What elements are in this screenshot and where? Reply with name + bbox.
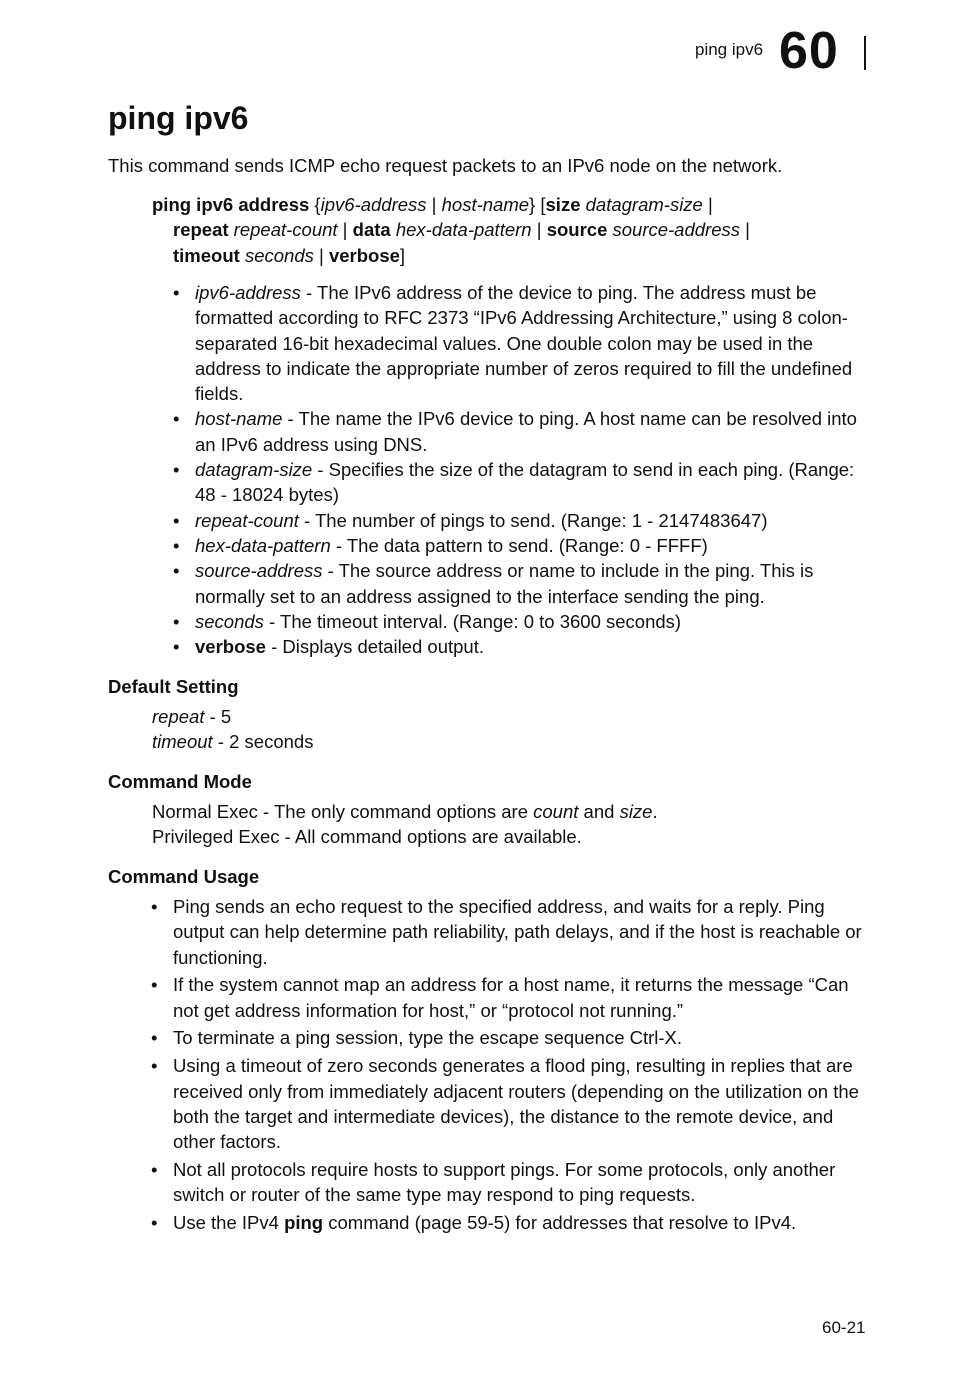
param-desc: - The number of pings to send. (Range: 1 - 2147483647): [298, 509, 768, 531]
bullet: •: [173, 408, 180, 430]
param-term: host-name: [195, 408, 283, 430]
command-mode-body: [152, 799, 658, 850]
page-number: 60-21: [822, 1318, 866, 1337]
list-item: [151, 1053, 873, 1154]
list-item: [173, 457, 875, 508]
bullet: •: [151, 1055, 158, 1077]
page-title: ping ipv6: [108, 100, 249, 136]
syntax-command: ping ipv6 address: [152, 194, 310, 215]
usage-text: To terminate a ping session, type the escape sequence Ctrl-X.: [173, 1027, 683, 1049]
mode-text: .: [652, 801, 658, 822]
usage-text: If the system cannot map an address for a host name, it returns the message “Can not get address information for host,” or “protocol not running.”: [173, 974, 849, 1021]
param-desc: - The name the IPv6 device to ping. A host name can be resolved into an IPv6 address using DNS.: [195, 408, 857, 455]
bullet: •: [173, 610, 180, 632]
default-term: repeat: [152, 706, 205, 727]
list-item: [151, 1157, 873, 1208]
param-term: hex-data-pattern: [195, 534, 331, 556]
syntax-kw-size: size: [545, 194, 581, 215]
syntax-kw-timeout: timeout: [173, 244, 240, 266]
usage-list: [151, 894, 873, 1238]
param-desc: - The source address or name to include in the ping. This is normally set to an address assigned to the interface sending the ping.: [195, 560, 814, 607]
list-item: [173, 558, 875, 609]
param-term: seconds: [195, 610, 264, 632]
syntax-punct: {: [309, 194, 321, 215]
usage-text: Ping sends an echo request to the specified address, and waits for a reply. Ping output can help determine path reliability, path delays, and if the host is reachable or functioning.: [173, 896, 862, 968]
param-term: verbose: [195, 636, 266, 658]
list-item: [173, 508, 875, 533]
default-setting-body: [152, 704, 313, 755]
syntax-sep: |: [426, 194, 442, 215]
list-item: [151, 894, 873, 970]
param-desc: - Displays detailed output.: [265, 636, 484, 658]
bullet: •: [173, 560, 180, 582]
list-item: [173, 634, 875, 659]
mode-text: Privileged Exec - All command options are available.: [152, 826, 582, 848]
syntax-arg-host: host-name: [441, 194, 530, 215]
usage-command: ping: [284, 1212, 324, 1234]
list-item: [151, 972, 873, 1023]
intro-paragraph: This command sends ICMP echo request packets to an IPv6 node on the network.: [108, 155, 783, 176]
syntax-kw-data: data: [352, 219, 391, 241]
syntax-arg-source: source-address: [607, 219, 741, 241]
mode-text: and: [578, 801, 620, 822]
list-item: [173, 609, 875, 634]
mode-text: Normal Exec - The only command options are: [152, 801, 534, 822]
list-item: [151, 1025, 873, 1050]
syntax-arg-size: datagram-size: [580, 194, 703, 215]
syntax-arg-ipv6: ipv6-address: [320, 194, 427, 215]
syntax-arg-timeout: seconds: [239, 244, 314, 266]
usage-text: command (page 59-5) for addresses that resolve to IPv4.: [323, 1212, 797, 1234]
running-header: ping ipv6: [695, 40, 764, 59]
chapter-number: 60: [779, 22, 839, 80]
default-term: timeout: [152, 731, 213, 753]
bullet: •: [151, 1158, 158, 1180]
syntax-arg-repeat: repeat-count: [228, 219, 338, 241]
parameter-list: [173, 280, 875, 659]
list-item: [173, 406, 875, 457]
bullet: •: [151, 974, 158, 996]
usage-text: Not all protocols require hosts to support pings. For some protocols, only another switch or router of the same type may respond to ping requests.: [173, 1158, 836, 1206]
syntax-punct: ]: [399, 244, 406, 266]
param-term: source-address: [195, 560, 323, 582]
list-item: [173, 280, 875, 406]
param-desc: - The data pattern to send. (Range: 0 - FFFF): [330, 534, 708, 556]
bullet: •: [151, 1027, 158, 1049]
bullet: •: [173, 282, 180, 303]
syntax-sep: |: [313, 244, 329, 266]
syntax-kw-source: source: [546, 219, 608, 241]
param-term: datagram-size: [195, 459, 313, 481]
syntax-arg-data: hex-data-pattern: [390, 219, 532, 241]
param-desc: - The IPv6 address of the device to ping. The address must be formatted according to RFC 2373 “IPv6 Addressing Architecture,” using 8 colon-separated 16-bit hexadecimal values. One double colon may be used in the address to indicate the appropriate number of zeros required to fill the undefined fields.: [195, 282, 853, 405]
bullet: •: [151, 1212, 158, 1234]
command-syntax: [152, 192, 872, 268]
default-value: - 2 seconds: [212, 731, 314, 753]
chapter-divider: [864, 36, 866, 70]
syntax-punct: } [: [529, 194, 546, 215]
bullet: •: [173, 534, 180, 556]
section-heading-default-setting: Default Setting: [108, 676, 239, 697]
bullet: •: [151, 896, 158, 917]
usage-text: Use the IPv4: [173, 1212, 285, 1234]
usage-text: Using a timeout of zero seconds generates a flood ping, resulting in replies that are received only from immediately adjacent routers (depending on the utilization on the both the target and intermediate devices), the distance to the remote device, and other factors.: [173, 1055, 859, 1153]
bullet: •: [173, 509, 180, 531]
syntax-sep: |: [337, 219, 353, 241]
mode-option: size: [619, 801, 653, 822]
default-value: - 5: [204, 706, 232, 727]
syntax-kw-verbose: verbose: [328, 244, 400, 266]
bullet: •: [173, 459, 180, 481]
param-desc: - Specifies the size of the datagram to send in each ping. (Range: 48 - 18024 bytes): [195, 459, 855, 506]
bullet: •: [173, 636, 180, 658]
syntax-sep: |: [740, 219, 750, 241]
list-item: [151, 1210, 873, 1235]
mode-option: count: [533, 801, 579, 822]
syntax-sep: |: [702, 194, 713, 215]
syntax-kw-repeat: repeat: [173, 219, 229, 241]
param-term: repeat-count: [195, 509, 299, 531]
syntax-sep: |: [531, 219, 547, 241]
section-heading-command-mode: Command Mode: [108, 771, 252, 792]
section-heading-command-usage: Command Usage: [108, 866, 260, 887]
param-desc: - The timeout interval. (Range: 0 to 3600 seconds): [263, 610, 682, 632]
list-item: [173, 533, 875, 558]
param-term: ipv6-address: [195, 282, 301, 303]
